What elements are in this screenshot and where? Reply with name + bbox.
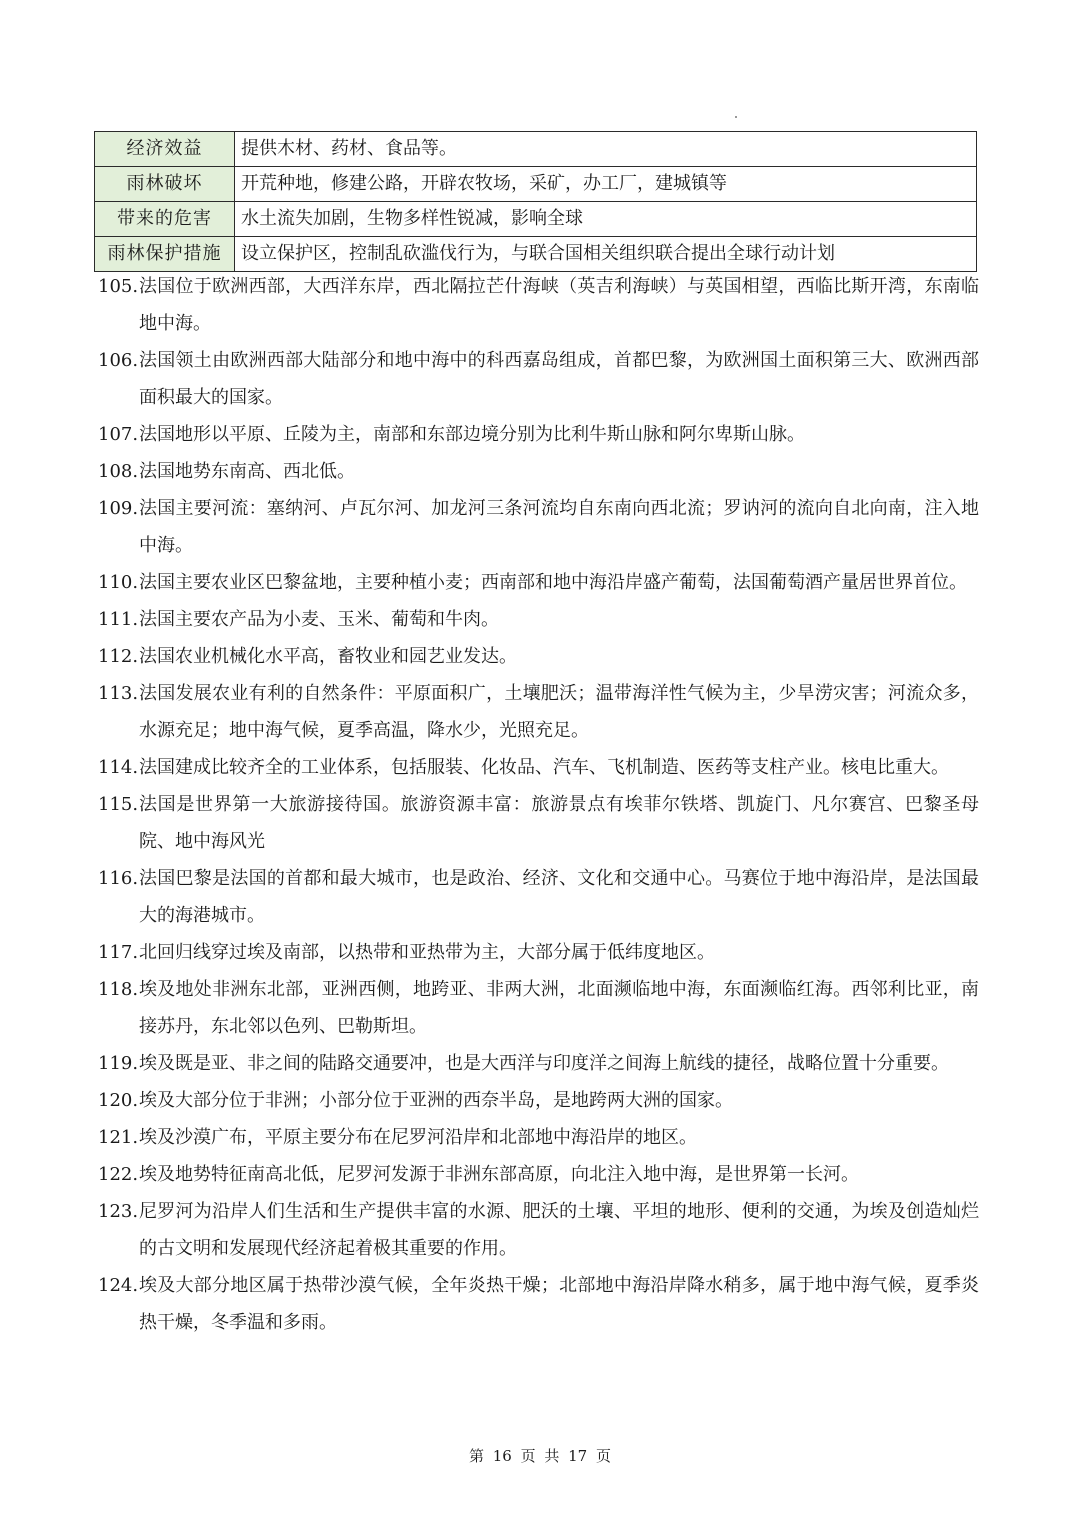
item-number: 118. <box>98 979 139 1000</box>
row-value: 提供木材、药材、食品等。 <box>235 132 977 167</box>
item-number: 105. <box>98 276 139 297</box>
item-text: 北回归线穿过埃及南部，以热带和亚热带为主，大部分属于低纬度地区。 <box>139 942 715 963</box>
item-number: 106. <box>98 350 139 371</box>
row-value: 设立保护区，控制乱砍滥伐行为，与联合国相关组织联合提出全球行动计划 <box>235 237 977 272</box>
item-number: 112. <box>98 646 139 667</box>
item-number: 116. <box>98 868 139 889</box>
list-item <box>0 1045 1080 1082</box>
item-number: 108. <box>98 461 139 482</box>
item-number: 120. <box>98 1090 139 1111</box>
list-item <box>0 1156 1080 1193</box>
row-value: 开荒种地，修建公路，开辟农牧场，采矿，办工厂，建城镇等 <box>235 167 977 202</box>
item-text: 法国领土由欧洲西部大陆部分和地中海中的科西嘉岛组成，首都巴黎，为欧洲国土面积第三大、欧洲西部面积最大的国家。 <box>139 350 979 408</box>
page-footer: 第 16 页 共 17 页 <box>468 1447 611 1465</box>
list-item <box>0 490 1080 564</box>
item-number: 109. <box>98 498 139 519</box>
list-item <box>0 453 1080 490</box>
item-text: 埃及地势特征南高北低，尼罗河发源于非洲东部高原，向北注入地中海，是世界第一长河。 <box>139 1164 859 1185</box>
list-item <box>0 1082 1080 1119</box>
item-number: 123. <box>98 1201 139 1222</box>
item-number: 113. <box>98 683 139 704</box>
item-text: 法国是世界第一大旅游接待国。旅游资源丰富：旅游景点有埃菲尔铁塔、凯旋门、凡尔赛宫、巴黎圣母院、地中海风光 <box>139 794 979 852</box>
list-item <box>0 675 1080 749</box>
item-text: 法国主要河流：塞纳河、卢瓦尔河、加龙河三条河流均自东南向西北流；罗讷河的流向自北向南，注入地中海。 <box>139 498 979 556</box>
list-item <box>0 416 1080 453</box>
item-text: 埃及大部分地区属于热带沙漠气候，全年炎热干燥；北部地中海沿岸降水稍多，属于地中海气候，夏季炎热干燥，冬季温和多雨。 <box>139 1275 979 1333</box>
item-text: 法国主要农产品为小麦、玉米、葡萄和牛肉。 <box>139 609 499 630</box>
item-number: 111. <box>98 609 139 630</box>
scan-dot <box>735 116 737 118</box>
item-text: 法国建成比较齐全的工业体系，包括服装、化妆品、汽车、飞机制造、医药等支柱产业。核电比重大。 <box>139 757 949 778</box>
list-item <box>0 601 1080 638</box>
item-number: 124. <box>98 1275 139 1296</box>
table-row <box>95 167 977 202</box>
item-text: 埃及既是亚、非之间的陆路交通要冲，也是大西洋与印度洋之间海上航线的捷径，战略位置十分重要。 <box>139 1053 949 1074</box>
list-item <box>0 749 1080 786</box>
item-text: 埃及大部分位于非洲；小部分位于亚洲的西奈半岛，是地跨两大洲的国家。 <box>139 1090 733 1111</box>
rainforest-table <box>94 131 977 272</box>
item-text: 法国发展农业有利的自然条件：平原面积广，土壤肥沃；温带海洋性气候为主，少旱涝灾害；河流众多，水源充足；地中海气候，夏季高温，降水少，光照充足。 <box>139 683 979 741</box>
list-item <box>0 934 1080 971</box>
list-item <box>0 860 1080 934</box>
row-label: 带来的危害 <box>95 202 235 237</box>
table-row <box>95 132 977 167</box>
item-number: 121. <box>98 1127 139 1148</box>
item-text: 埃及沙漠广布，平原主要分布在尼罗河沿岸和北部地中海沿岸的地区。 <box>139 1127 697 1148</box>
list-item <box>0 638 1080 675</box>
list-item <box>0 268 1080 342</box>
item-text: 尼罗河为沿岸人们生活和生产提供丰富的水源、肥沃的土壤、平坦的地形、便利的交通，为埃及创造灿烂的古文明和发展现代经济起着极其重要的作用。 <box>139 1201 979 1259</box>
numbered-list <box>0 268 1080 1341</box>
table-row <box>95 202 977 237</box>
list-item <box>0 1267 1080 1341</box>
item-number: 115. <box>98 794 139 815</box>
item-text: 埃及地处非洲东北部，亚洲西侧，地跨亚、非两大洲，北面濒临地中海，东面濒临红海。西邻利比亚，南接苏丹，东北邻以色列、巴勒斯坦。 <box>139 979 979 1037</box>
item-text: 法国主要农业区巴黎盆地，主要种植小麦；西南部和地中海沿岸盛产葡萄，法国葡萄酒产量居世界首位。 <box>139 572 967 593</box>
item-number: 122. <box>98 1164 139 1185</box>
list-item <box>0 564 1080 601</box>
item-text: 法国地势东南高、西北低。 <box>139 461 355 482</box>
item-text: 法国农业机械化水平高，畜牧业和园艺业发达。 <box>139 646 517 667</box>
item-number: 114. <box>98 757 139 778</box>
list-item <box>0 1119 1080 1156</box>
row-value: 水土流失加剧，生物多样性锐减，影响全球 <box>235 202 977 237</box>
item-number: 117. <box>98 942 139 963</box>
row-label: 雨林破坏 <box>95 167 235 202</box>
list-item <box>0 971 1080 1045</box>
item-number: 119. <box>98 1053 139 1074</box>
list-item <box>0 342 1080 416</box>
item-number: 107. <box>98 424 139 445</box>
list-item <box>0 786 1080 860</box>
table-row <box>95 237 977 272</box>
item-text: 法国地形以平原、丘陵为主，南部和东部边境分别为比利牛斯山脉和阿尔卑斯山脉。 <box>139 424 805 445</box>
item-text: 法国位于欧洲西部，大西洋东岸，西北隔拉芒什海峡（英吉利海峡）与英国相望，西临比斯开湾，东南临地中海。 <box>139 276 979 334</box>
item-number: 110. <box>98 572 139 593</box>
row-label: 经济效益 <box>95 132 235 167</box>
item-text: 法国巴黎是法国的首都和最大城市，也是政治、经济、文化和交通中心。马赛位于地中海沿岸，是法国最大的海港城市。 <box>139 868 979 926</box>
row-label: 雨林保护措施 <box>95 237 235 272</box>
list-item <box>0 1193 1080 1267</box>
